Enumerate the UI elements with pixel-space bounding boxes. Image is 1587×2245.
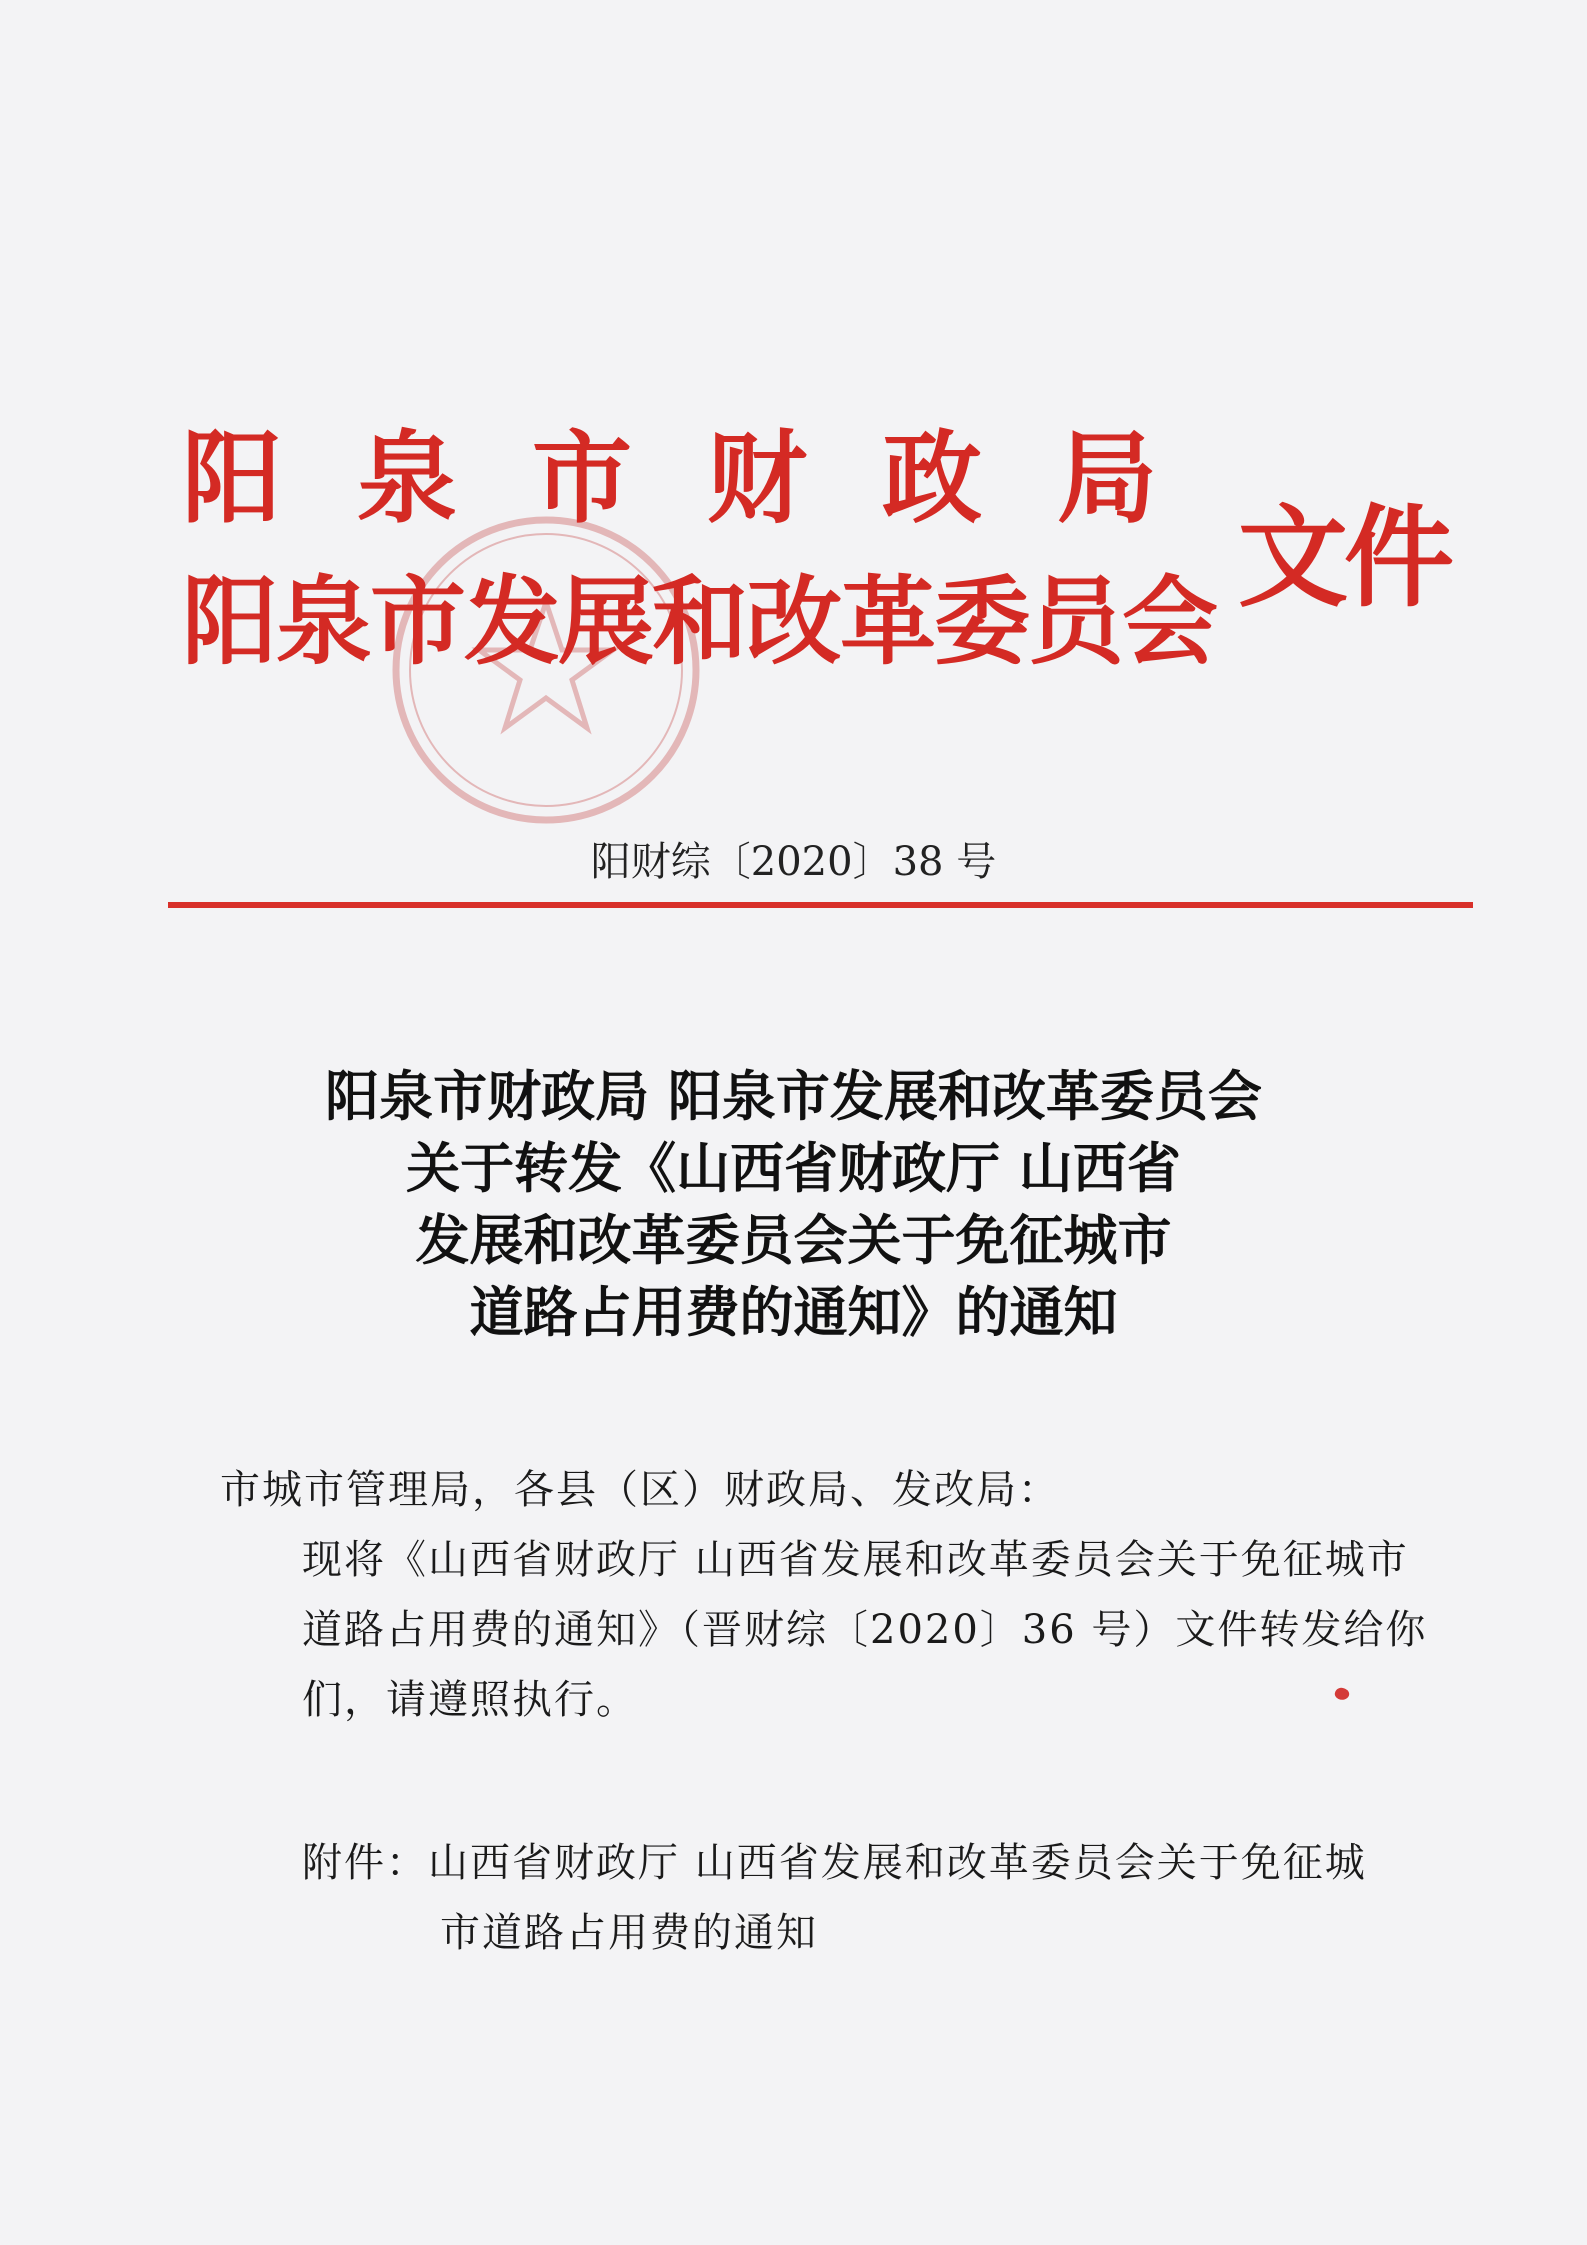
document-title (0, 1060, 1587, 1348)
title-line: 发展和改革委员会关于免征城市 (415, 1208, 1172, 1272)
letterhead-suffix: 文件 (1238, 493, 1450, 622)
title-line: 阳泉市财政局 阳泉市发展和改革委员会 (325, 1064, 1262, 1128)
title-line: 关于转发《山西省财政厅 山西省 (406, 1136, 1181, 1200)
red-divider (168, 902, 1473, 908)
letterhead-line-2: 阳泉市发展和改革委员会 (182, 565, 1216, 678)
title-line: 道路占用费的通知》的通知 (469, 1280, 1118, 1344)
document-number: 阳财综〔2020〕38 号 (590, 839, 997, 885)
attachment-line-1: 山西省财政厅 山西省发展和改革委员会关于免征城 (428, 1840, 1367, 1886)
paragraph-text: 现将《山西省财政厅 山西省发展和改革委员会关于免征城市道路占用费的通知》（晋财综〔2020〕36 号）文件转发给你们，请遵照执行。 (302, 1537, 1428, 1723)
body-paragraph (220, 1525, 1430, 1735)
attachment-label: 附件： (302, 1840, 428, 1886)
attachment-line-2: 市道路占用费的通知 (440, 1910, 818, 1956)
letterhead-line-1: 阳泉市财政局 (182, 419, 1232, 537)
attachment-note (302, 1828, 1432, 1968)
salutation: 市城市管理局，各县（区）财政局、发改局： (220, 1467, 1060, 1513)
